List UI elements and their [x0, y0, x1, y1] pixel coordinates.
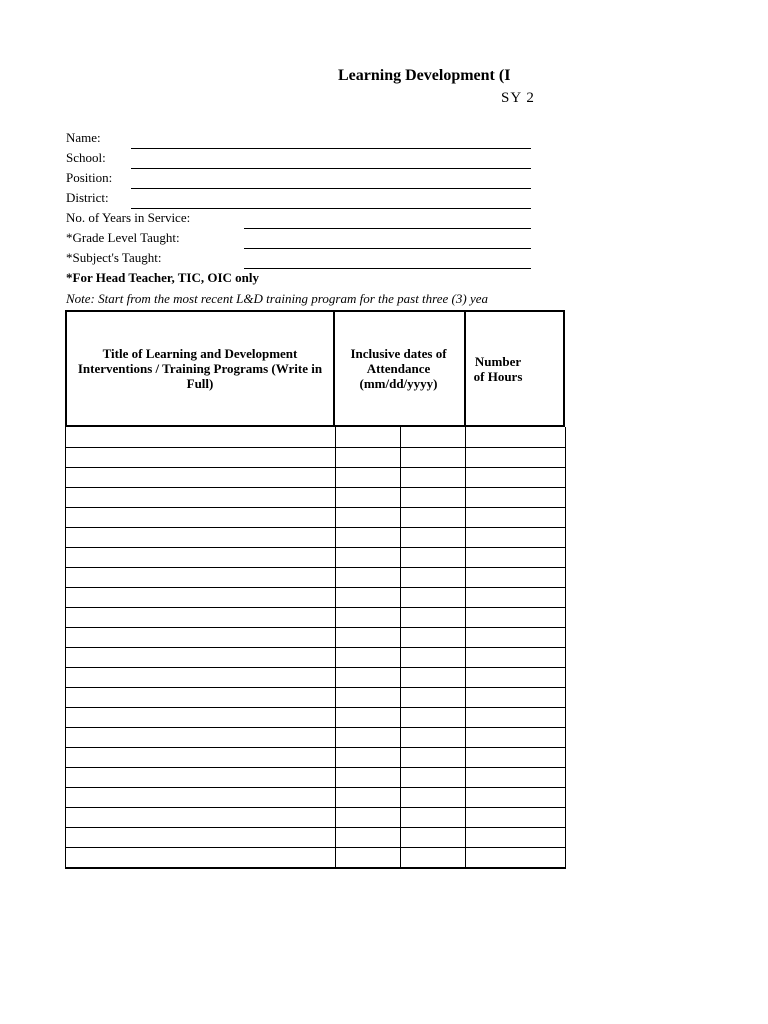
- hours-cell[interactable]: [466, 628, 566, 647]
- date-from-cell[interactable]: [336, 448, 401, 467]
- district-field[interactable]: [131, 208, 531, 209]
- title-cell[interactable]: [66, 548, 336, 567]
- date-from-cell[interactable]: [336, 668, 401, 687]
- table-row: [66, 747, 566, 767]
- title-cell[interactable]: [66, 628, 336, 647]
- title-cell[interactable]: [66, 568, 336, 587]
- hours-cell[interactable]: [466, 508, 566, 527]
- title-cell[interactable]: [66, 448, 336, 467]
- date-from-cell[interactable]: [336, 748, 401, 767]
- position-label: Position:: [66, 170, 113, 185]
- column-header-hours: Number of Hours: [464, 310, 565, 427]
- date-from-cell[interactable]: [336, 648, 401, 667]
- hours-cell[interactable]: [466, 588, 566, 607]
- table-row: [66, 827, 566, 847]
- table-row: [66, 667, 566, 687]
- title-cell[interactable]: [66, 528, 336, 547]
- table-row: [66, 767, 566, 787]
- date-to-cell[interactable]: [401, 748, 466, 767]
- title-cell[interactable]: [66, 588, 336, 607]
- date-to-cell[interactable]: [401, 588, 466, 607]
- hours-cell[interactable]: [466, 568, 566, 587]
- school-label: School:: [66, 150, 106, 165]
- date-to-cell[interactable]: [401, 448, 466, 467]
- date-to-cell[interactable]: [401, 848, 466, 867]
- table-row: [66, 487, 566, 507]
- hours-cell[interactable]: [466, 488, 566, 507]
- title-cell[interactable]: [66, 688, 336, 707]
- date-to-cell[interactable]: [401, 708, 466, 727]
- table-row: [66, 467, 566, 487]
- grade-level-label: *Grade Level Taught:: [66, 230, 180, 245]
- hours-cell[interactable]: [466, 788, 566, 807]
- subjects-taught-field[interactable]: [244, 268, 531, 269]
- title-cell[interactable]: [66, 788, 336, 807]
- title-cell[interactable]: [66, 668, 336, 687]
- hours-cell[interactable]: [466, 708, 566, 727]
- date-to-cell[interactable]: [401, 568, 466, 587]
- column-header-dates: Inclusive dates of Attendance (mm/dd/yyyy): [333, 310, 466, 427]
- date-from-cell[interactable]: [336, 708, 401, 727]
- date-to-cell[interactable]: [401, 688, 466, 707]
- years-in-service-field[interactable]: [244, 228, 531, 229]
- table-row: [66, 567, 566, 587]
- table-row: [66, 787, 566, 807]
- date-to-cell[interactable]: [401, 528, 466, 547]
- title-cell[interactable]: [66, 488, 336, 507]
- years-in-service-label: No. of Years in Service:: [66, 210, 191, 225]
- table-row: [66, 627, 566, 647]
- hours-cell[interactable]: [466, 688, 566, 707]
- hours-cell[interactable]: [466, 728, 566, 747]
- school-field[interactable]: [131, 168, 531, 169]
- date-to-cell[interactable]: [401, 427, 466, 447]
- table-row: [66, 447, 566, 467]
- title-cell[interactable]: [66, 427, 336, 447]
- training-table: [65, 310, 565, 871]
- title-cell[interactable]: [66, 808, 336, 827]
- hours-cell[interactable]: [466, 468, 566, 487]
- title-cell[interactable]: [66, 608, 336, 627]
- table-row: [66, 807, 566, 827]
- title-cell[interactable]: [66, 508, 336, 527]
- table-row: [66, 727, 566, 747]
- district-label: District:: [66, 190, 109, 205]
- date-to-cell[interactable]: [401, 508, 466, 527]
- date-to-cell[interactable]: [401, 488, 466, 507]
- hours-cell[interactable]: [466, 648, 566, 667]
- title-cell[interactable]: [66, 848, 336, 867]
- name-field[interactable]: [131, 148, 531, 149]
- date-from-cell[interactable]: [336, 468, 401, 487]
- hours-cell[interactable]: [466, 548, 566, 567]
- table-body: [65, 427, 566, 869]
- date-to-cell[interactable]: [401, 788, 466, 807]
- date-from-cell[interactable]: [336, 788, 401, 807]
- date-to-cell[interactable]: [401, 468, 466, 487]
- date-from-cell[interactable]: [336, 588, 401, 607]
- date-from-cell[interactable]: [336, 688, 401, 707]
- table-row: [66, 607, 566, 627]
- date-to-cell[interactable]: [401, 668, 466, 687]
- date-to-cell[interactable]: [401, 808, 466, 827]
- date-to-cell[interactable]: [401, 608, 466, 627]
- table-row: [66, 507, 566, 527]
- date-from-cell[interactable]: [336, 548, 401, 567]
- hours-cell[interactable]: [466, 448, 566, 467]
- date-from-cell[interactable]: [336, 828, 401, 847]
- date-to-cell[interactable]: [401, 628, 466, 647]
- hours-cell[interactable]: [466, 748, 566, 767]
- position-field[interactable]: [131, 188, 531, 189]
- date-from-cell[interactable]: [336, 488, 401, 507]
- date-from-cell[interactable]: [336, 728, 401, 747]
- table-row: [66, 647, 566, 667]
- date-from-cell[interactable]: [336, 768, 401, 787]
- date-to-cell[interactable]: [401, 648, 466, 667]
- date-to-cell[interactable]: [401, 548, 466, 567]
- table-row: [66, 547, 566, 567]
- date-from-cell[interactable]: [336, 528, 401, 547]
- hours-cell[interactable]: [466, 668, 566, 687]
- table-row: [66, 427, 566, 447]
- title-cell[interactable]: [66, 828, 336, 847]
- hours-cell[interactable]: [466, 768, 566, 787]
- hours-cell[interactable]: [466, 848, 566, 867]
- grade-level-field[interactable]: [244, 248, 531, 249]
- title-cell[interactable]: [66, 748, 336, 767]
- title-cell[interactable]: [66, 708, 336, 727]
- date-from-cell[interactable]: [336, 427, 401, 447]
- hours-cell[interactable]: [466, 608, 566, 627]
- date-from-cell[interactable]: [336, 808, 401, 827]
- date-to-cell[interactable]: [401, 768, 466, 787]
- date-from-cell[interactable]: [336, 608, 401, 627]
- table-row: [66, 587, 566, 607]
- table-row: [66, 707, 566, 727]
- date-to-cell[interactable]: [401, 728, 466, 747]
- title-cell[interactable]: [66, 768, 336, 787]
- instruction-note: Note: Start from the most recent L&D training program for the past three (3) yea: [66, 291, 488, 306]
- head-teacher-note: *For Head Teacher, TIC, OIC only: [66, 270, 259, 285]
- title-cell[interactable]: [66, 648, 336, 667]
- subjects-taught-label: *Subject's Taught:: [66, 250, 162, 265]
- table-row: [66, 687, 566, 707]
- table-row: [66, 527, 566, 547]
- name-label: Name:: [66, 130, 101, 145]
- school-year-label: SY 2: [501, 90, 535, 106]
- date-from-cell[interactable]: [336, 508, 401, 527]
- date-from-cell[interactable]: [336, 628, 401, 647]
- date-from-cell[interactable]: [336, 848, 401, 867]
- date-to-cell[interactable]: [401, 828, 466, 847]
- title-cell[interactable]: [66, 728, 336, 747]
- column-header-title: Title of Learning and Development Interventions / Training Programs (Write in Full): [65, 310, 335, 427]
- hours-cell[interactable]: [466, 528, 566, 547]
- form-title: Learning Development (I: [338, 67, 511, 84]
- hours-cell[interactable]: [466, 808, 566, 827]
- table-row: [66, 847, 566, 867]
- hours-cell[interactable]: [466, 427, 566, 447]
- title-cell[interactable]: [66, 468, 336, 487]
- hours-cell[interactable]: [466, 828, 566, 847]
- date-from-cell[interactable]: [336, 568, 401, 587]
